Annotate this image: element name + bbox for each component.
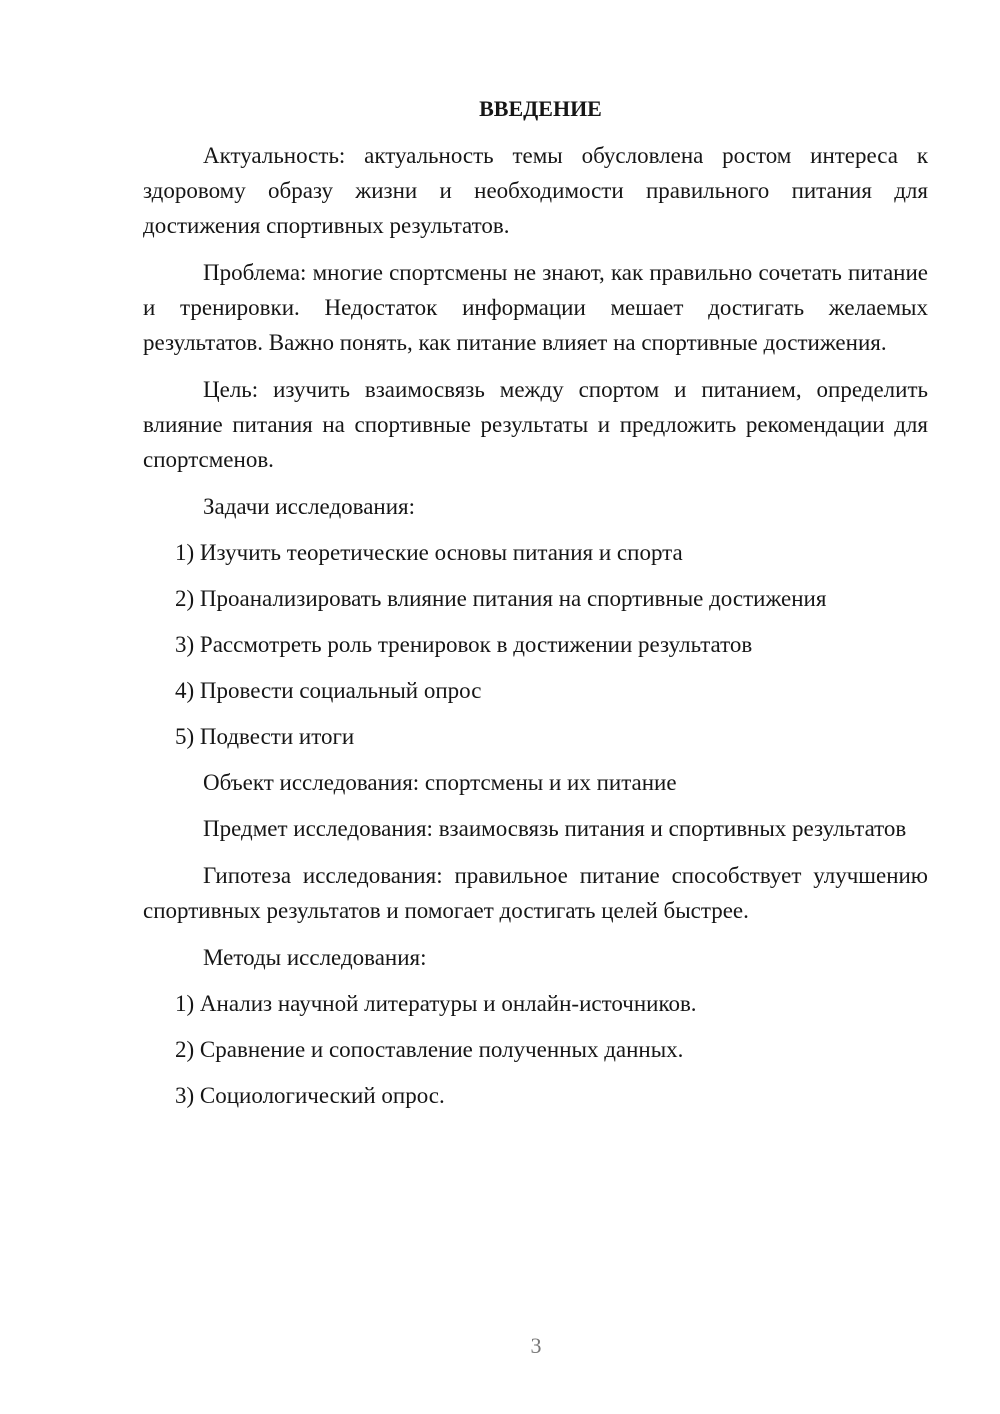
- research-hypothesis: Гипотеза исследования: правильное питание способствует улучшению спортивных результатов и помогает достигать целей быстрее.: [143, 863, 928, 923]
- document-body: [143, 94, 928, 1113]
- section-title: ВВЕДЕНИЕ: [479, 96, 602, 121]
- task-item: 3) Рассмотреть роль тренировок в достижении результатов: [175, 632, 753, 657]
- task-item: 4) Провести социальный опрос: [175, 678, 482, 703]
- research-subject: Предмет исследования: взаимосвязь питания и спортивных результатов: [203, 816, 907, 841]
- relevance-paragraph: Актуальность: актуальность темы обусловлена ростом интереса к здоровому образу жизни и необходимости правильного питания для достижения спортивных результатов.: [143, 143, 928, 238]
- task-item: 1) Изучить теоретические основы питания и спорта: [175, 540, 683, 565]
- research-object: Объект исследования: спортсмены и их питание: [203, 770, 677, 795]
- method-item: 2) Сравнение и сопоставление полученных данных.: [175, 1037, 684, 1062]
- goal-paragraph: Цель: изучить взаимосвязь между спортом и питанием, определить влияние питания на спортивные результаты и предложить рекомендации для спортсменов.: [143, 377, 928, 472]
- tasks-heading: Задачи исследования:: [203, 494, 416, 519]
- method-item: 3) Социологический опрос.: [175, 1083, 445, 1108]
- task-item: 5) Подвести итоги: [175, 724, 355, 749]
- problem-paragraph: Проблема: многие спортсмены не знают, как правильно сочетать питание и тренировки. Недостаток информации мешает достигать желаемых результатов. Важно понять, как питание влияет на спортивные достижения.: [143, 260, 928, 355]
- page-number: 3: [530, 1333, 542, 1358]
- methods-heading: Методы исследования:: [203, 945, 427, 970]
- method-item: 1) Анализ научной литературы и онлайн-источников.: [175, 991, 697, 1016]
- task-item: 2) Проанализировать влияние питания на спортивные достижения: [175, 586, 827, 611]
